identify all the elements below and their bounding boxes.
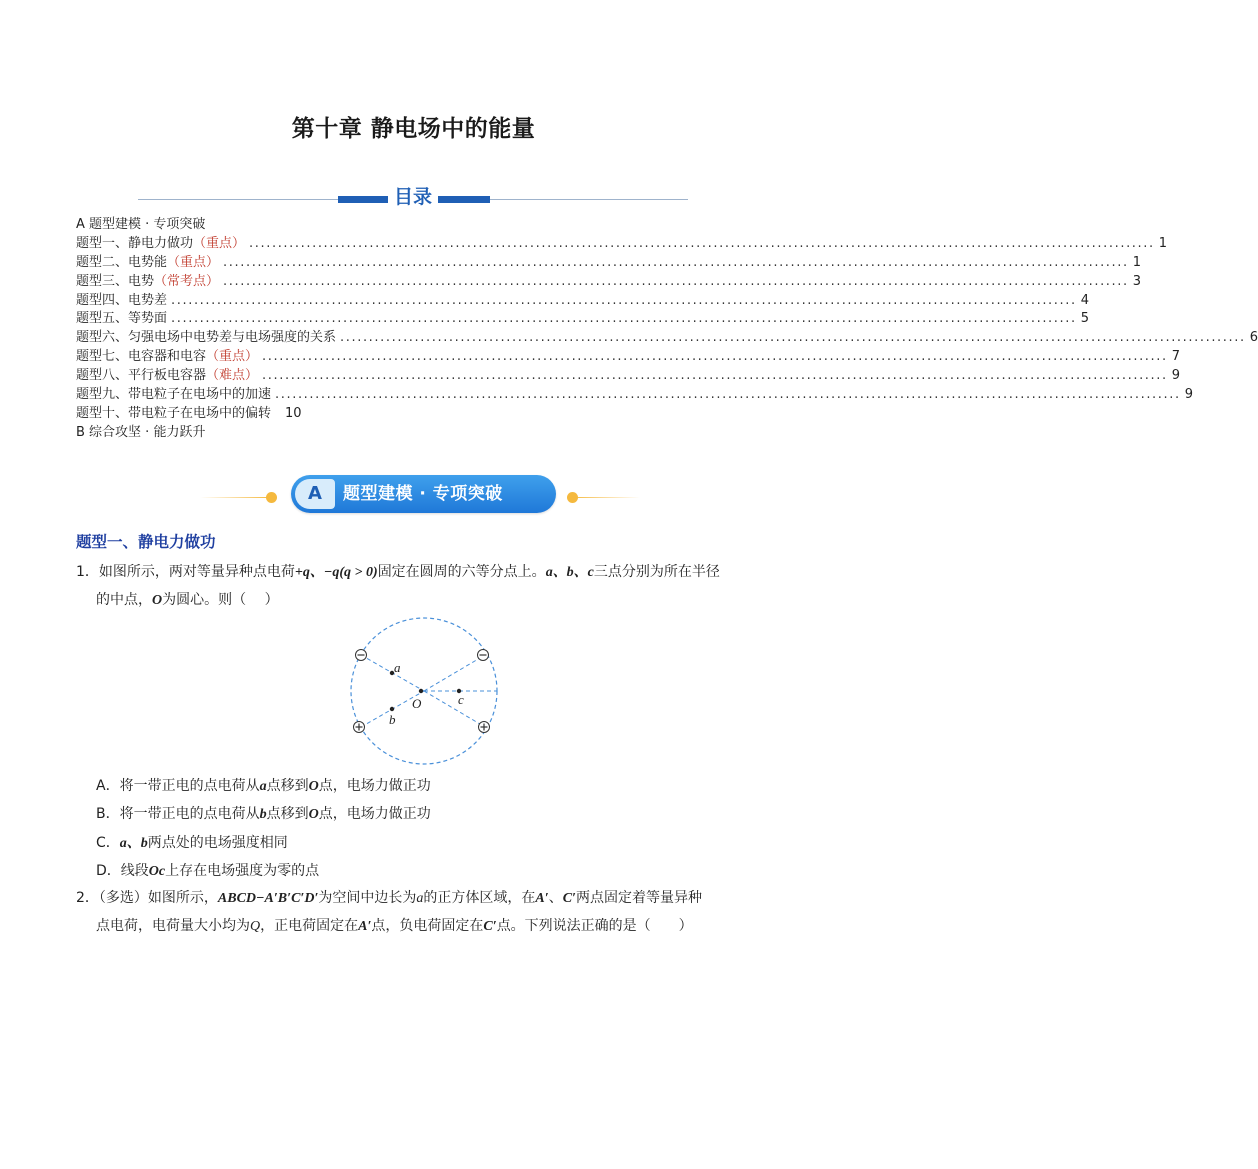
toc-item[interactable]: 题型四、电势差 .............................................................................................................................................................. 4 <box>76 292 1090 308</box>
toc-part-a-label: A 题型建模 · 专项突破 <box>76 217 206 232</box>
question-1-line-1: 1．如图所示，两对等量异种点电荷+q、−q(q > 0)固定在圆周的六等分点上。a、b、c三点分别为所在半径 <box>76 564 720 580</box>
toc-bar-right <box>436 196 490 203</box>
table-of-contents <box>76 216 1258 443</box>
label-c: c <box>458 692 464 707</box>
toc-item[interactable]: 题型五、等势面 .............................................................................................................................................................. 5 <box>76 311 1090 327</box>
q1-option-b[interactable]: B．将一带正电的点电荷从b点移到O点，电场力做正功 <box>96 806 431 822</box>
question-2-line-1: 2．（多选）如图所示，ABCD−A′B′C′D′为空间中边长为a的正方体区域，在A′、C′两点固定着等量异种 <box>76 890 702 906</box>
toc-item[interactable]: 题型三、电势 （常考点） .............................................................................................................................................................. 3 <box>76 273 1142 289</box>
label-O: O <box>412 696 422 711</box>
radius-line <box>424 691 485 727</box>
banner-line-left <box>200 497 270 498</box>
radius-line <box>424 655 485 691</box>
toc-item[interactable]: 题型十、带电粒子在电场中的偏转 10 <box>76 405 302 421</box>
toc-item[interactable]: 题型二、电势能 （重点） .............................................................................................................................................................. 1 <box>76 254 1142 270</box>
q1-option-d[interactable]: D．线段Oc上存在电场强度为零的点 <box>96 863 320 879</box>
question-1-line-2: 的中点，O为圆心。则（ ） <box>96 592 279 608</box>
section-banner <box>200 472 640 516</box>
toc-item[interactable]: 题型一、静电力做功 （重点） .............................................................................................................................................................. 1 <box>76 235 1168 251</box>
charge-circle-figure <box>340 615 510 775</box>
toc-part-b-label: B 综合攻坚 · 能力跃升 <box>76 424 206 440</box>
toc-item[interactable]: 题型六、匀强电场中电势差与电场强度的关系 .............................................................................................................................................................. 6 <box>76 330 1258 346</box>
toc-part-b[interactable] <box>76 424 753 443</box>
banner-line-right <box>572 497 640 498</box>
toc-item[interactable]: 题型八、平行板电容器 （难点） .............................................................................................................................................................. 9 <box>76 368 1181 384</box>
q1-option-c[interactable]: C．a、b两点处的电场强度相同 <box>96 835 288 851</box>
banner-badge: A <box>295 479 335 509</box>
banner-pill <box>291 475 556 513</box>
toc-header <box>138 182 688 210</box>
point-b <box>390 707 394 711</box>
toc-item[interactable]: 题型九、带电粒子在电场中的加速 .............................................................................................................................................................. 9 <box>76 387 1194 403</box>
q1-option-a[interactable]: A．将一带正电的点电荷从a点移到O点，电场力做正功 <box>96 778 431 794</box>
section-heading-1: 题型一、静电力做功 <box>76 533 216 551</box>
banner-text: 题型建模 · 专项突破 <box>343 484 503 504</box>
center-point-O <box>419 689 423 693</box>
toc-bar-left <box>338 196 390 203</box>
page-title: 第十章 静电场中的能量 <box>291 116 536 142</box>
banner-dot-left <box>266 492 277 503</box>
toc-item[interactable]: 题型七、电容器和电容 （重点） .............................................................................................................................................................. 7 <box>76 349 1181 365</box>
toc-part-a[interactable] <box>76 216 753 235</box>
label-a: a <box>394 660 401 675</box>
label-b: b <box>389 712 396 727</box>
question-2-line-2: 点电荷，电荷量大小均为Q，正电荷固定在A′点，负电荷固定在C′点。下列说法正确的是（ ） <box>96 918 693 934</box>
toc-heading: 目录 <box>388 182 438 209</box>
